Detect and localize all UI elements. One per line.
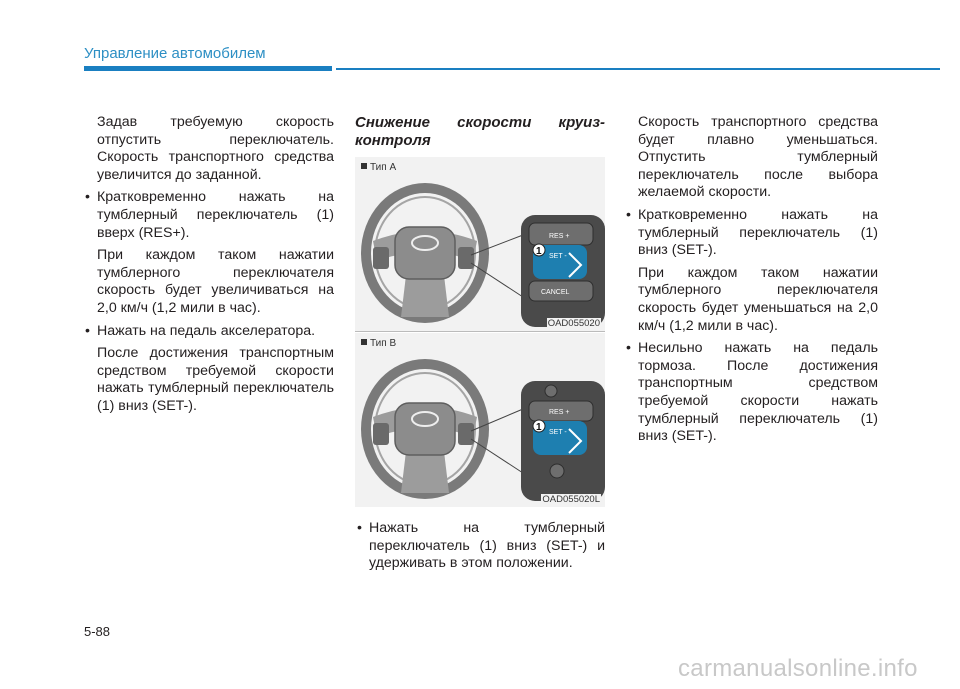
header-rule-thin bbox=[336, 68, 940, 70]
bullet-item: • Несильно нажать на педаль тормоза. После достижения транспортным средством требуемой скорости нажать тумблерный переключатель (1) вниз (SET-). bbox=[624, 340, 878, 446]
callout-number: 1 bbox=[536, 422, 542, 433]
paragraph: После достижения транспортным средством требуемой скорости нажать тумблерный переключатель (1) вниз (SET-). bbox=[97, 345, 334, 414]
header-rule-thick bbox=[84, 66, 332, 71]
set-minus-label: SET - bbox=[549, 253, 567, 260]
column-right bbox=[624, 114, 878, 451]
figure-type-label: Тип A bbox=[361, 162, 396, 173]
figure-code: OAD055020L bbox=[542, 494, 600, 505]
bullet-item: • Нажать на тумблерный переключатель (1) вниз (SET-) и удерживать в этом положении. bbox=[355, 520, 605, 573]
bullet-item: • Кратковременно нажать на тумблерный переключатель (1) вниз (SET-). bbox=[624, 207, 878, 260]
figure-caption-bullets bbox=[355, 520, 605, 578]
column-middle bbox=[355, 114, 605, 155]
steering-wheel-illustration bbox=[355, 333, 605, 507]
page-number: 5-88 bbox=[84, 624, 111, 639]
section-title: Снижение скорости круиз-контроля bbox=[355, 114, 605, 149]
callout-number: 1 bbox=[536, 246, 542, 257]
set-minus-label: SET - bbox=[549, 429, 567, 436]
res-plus-label: RES + bbox=[549, 233, 570, 240]
paragraph: При каждом таком нажатии тумблерного переключателя скорость будет уменьшаться на 2,0 км/ч (1,2 мили в час). bbox=[638, 264, 878, 334]
paragraph: Задав требуемую скорость отпустить переключатель. Скорость транспортного средства увеличится до заданной. bbox=[97, 114, 334, 183]
res-plus-label: RES + bbox=[549, 409, 570, 416]
header-title: Управление автомобилем bbox=[84, 45, 266, 62]
bullet-item: • Кратковременно нажать на тумблерный переключатель (1) вверх (RES+). bbox=[83, 189, 334, 242]
figure-code: OAD055020 bbox=[547, 318, 600, 329]
paragraph: При каждом таком нажатии тумблерного переключателя скорость будет увеличиваться на 2,0 км/ч (1,2 мили в час). bbox=[97, 247, 334, 316]
cancel-label: CANCEL bbox=[541, 289, 570, 296]
bullet-item: • Нажать на педаль акселератора. bbox=[83, 323, 334, 341]
figure-type-label: Тип B bbox=[361, 338, 396, 349]
figure-type-b bbox=[355, 333, 605, 507]
column-left bbox=[83, 114, 334, 421]
figure-divider bbox=[355, 331, 605, 332]
steering-wheel-illustration bbox=[355, 157, 605, 331]
paragraph: Скорость транспортного средства будет плавно уменьшаться. Отпустить тумблерный переключатель после выбора желаемой скорости. bbox=[638, 114, 878, 201]
figure-type-a bbox=[355, 157, 605, 331]
watermark: carmanualsonline.info bbox=[678, 655, 918, 682]
